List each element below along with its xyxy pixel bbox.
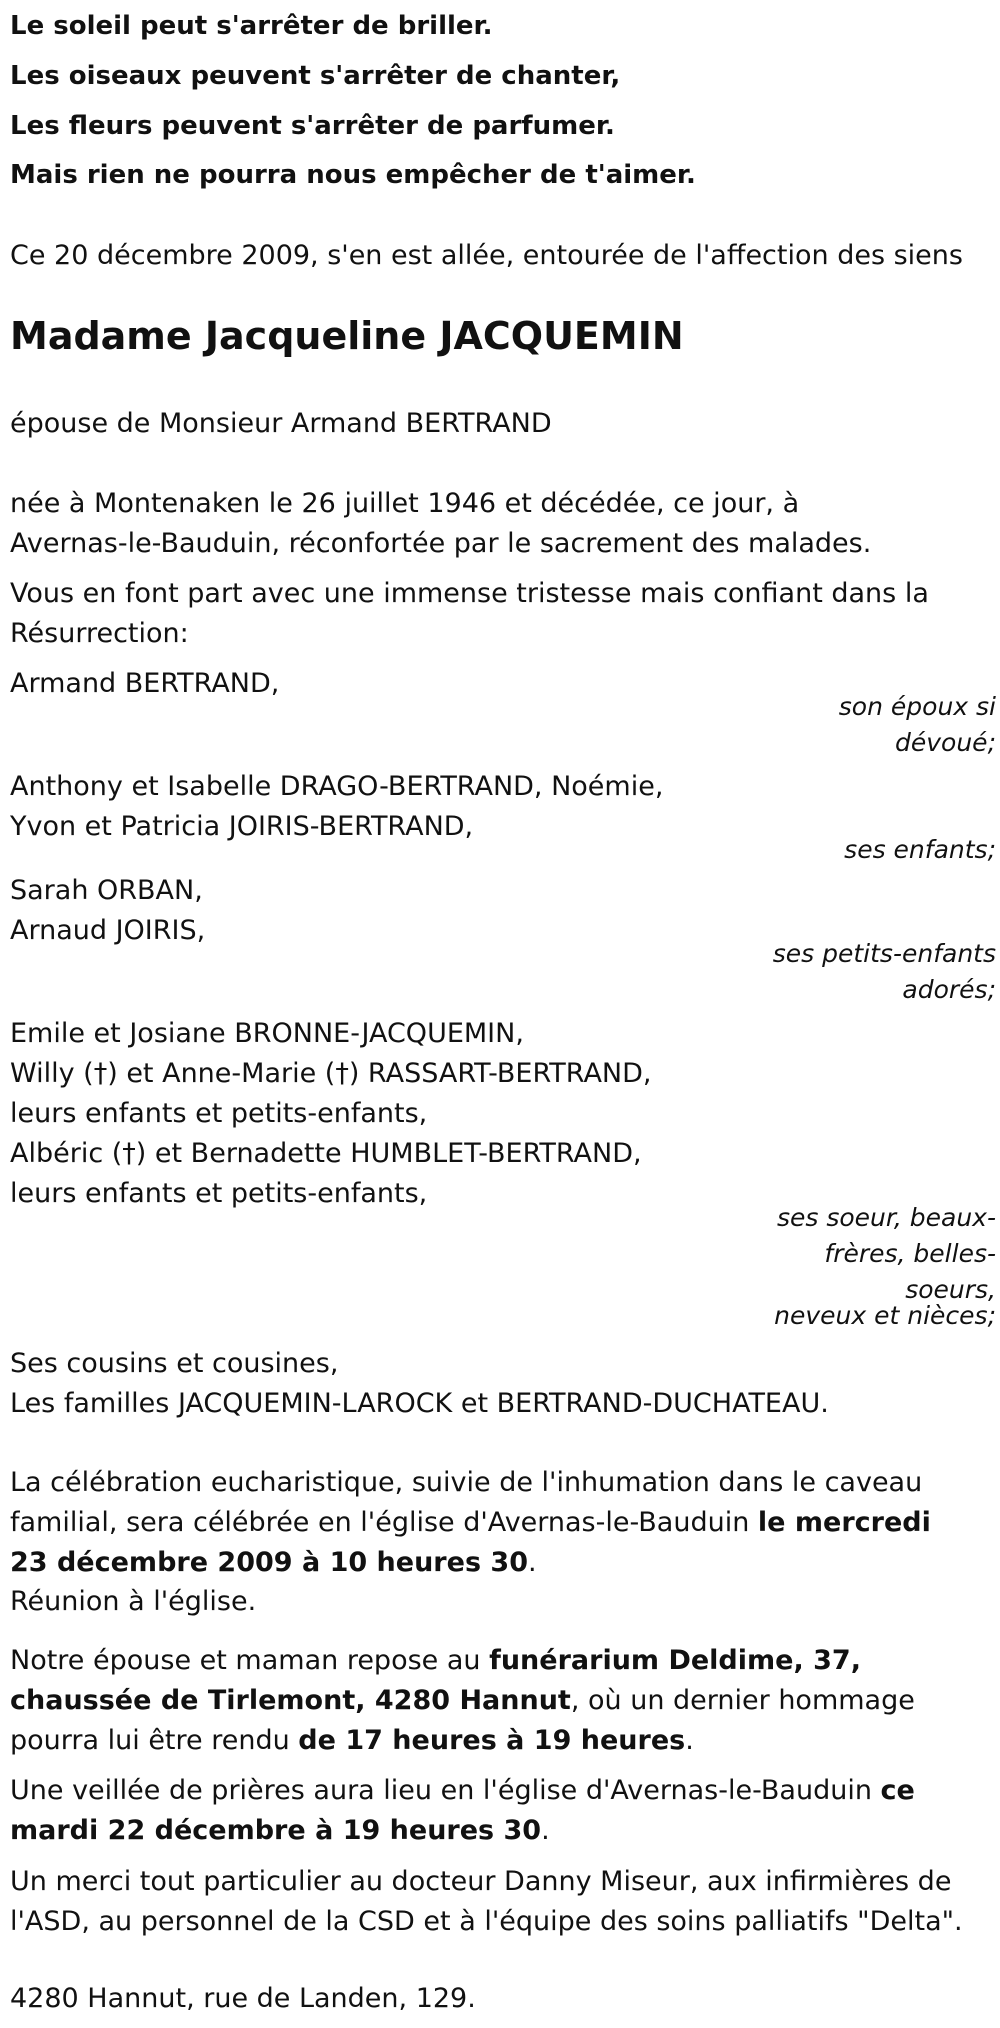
family-name: Anthony et Isabelle DRAGO-BERTRAND, Noémie, <box>10 771 664 802</box>
repose-text: Notre épouse et maman repose au <box>10 1645 490 1676</box>
family-relation: ses soeur, beaux-frères, belles-soeurs, <box>776 1203 996 1304</box>
vigil-date: ce mardi 22 décembre à 19 heures 30 <box>10 1775 915 1846</box>
deceased-name: Madame Jacqueline JACQUEMIN <box>10 314 684 358</box>
repose-hours: de 17 heures à 19 heures <box>298 1725 686 1756</box>
ceremony-end: . <box>527 1547 537 1578</box>
address-line: 4280 Hannut, rue de Landen, 129. <box>10 1983 476 2014</box>
family-relation: ses enfants; <box>844 835 996 864</box>
family-name: Arnaud JOIRIS, <box>10 915 206 946</box>
family-name: Ses cousins et cousines, <box>10 1348 339 1379</box>
ceremony-date: le mercredi 23 décembre 2009 à 10 heures 30 <box>10 1507 931 1578</box>
family-name: Les familles JACQUEMIN-LAROCK et BERTRAND-DUCHATEAU. <box>10 1388 829 1419</box>
repose-paragraph <box>10 1641 970 1761</box>
vigil-end: . <box>541 1815 550 1846</box>
family-name: Emile et Josiane BRONNE-JACQUEMIN, <box>10 1018 524 1049</box>
poem-line-4: Mais rien ne pourra nous empêcher de t'aimer. <box>10 160 696 190</box>
reunion-line: Réunion à l'église. <box>10 1586 257 1617</box>
poem-line-2: Les oiseaux peuvent s'arrêter de chanter, <box>10 61 621 91</box>
repose-text: , où un dernier hommage pourra lui être rendu <box>10 1685 915 1756</box>
vigil-paragraph <box>10 1771 990 1851</box>
family-name: leurs enfants et petits-enfants, <box>10 1098 428 1129</box>
thanks-paragraph: Un merci tout particulier au docteur Danny Miseur, aux infirmières de l'ASD, au personnel de la CSD et à l'équipe des soins palliatifs "Delta". <box>10 1866 963 1937</box>
family-name: Albéric (†) et Bernadette HUMBLET-BERTRAND, <box>10 1138 642 1169</box>
intro-text: Ce 20 décembre 2009, s'en est allée, entourée de l'affection des siens <box>10 240 963 271</box>
repose-end: . <box>685 1725 694 1756</box>
announce-line: Vous en font part avec une immense tristesse mais confiant dans la Résurrection: <box>10 578 929 649</box>
poem-line-1: Le soleil peut s'arrêter de briller. <box>10 11 493 41</box>
vigil-text: Une veillée de prières aura lieu en l'église d'Avernas-le-Bauduin <box>10 1775 881 1806</box>
family-name: Willy (†) et Anne-Marie (†) RASSART-BERTRAND, <box>10 1058 652 1089</box>
spouse-line: épouse de Monsieur Armand BERTRAND <box>10 408 552 439</box>
ceremony-text: La célébration eucharistique, suivie de l'inhumation dans le caveau familial, sera célébrée en l'église d'Avernas-le-Bauduin <box>10 1467 923 1538</box>
birth-line: née à Montenaken le 26 juillet 1946 et décédée, ce jour, à Avernas-le-Bauduin, réconfortée par le sacrement des malades. <box>10 488 872 559</box>
family-relation: son époux si dévoué; <box>838 692 996 757</box>
family-name: leurs enfants et petits-enfants, <box>10 1178 428 1209</box>
family-relation: neveux et nièces; <box>774 1301 996 1330</box>
repose-place: funérarium Deldime, 37, chaussée de Tirlemont, 4280 Hannut <box>10 1645 861 1716</box>
family-relation: ses petits-enfants adorés; <box>772 939 996 1004</box>
family-name: Armand BERTRAND, <box>10 668 280 699</box>
ceremony-paragraph <box>10 1463 950 1583</box>
family-name: Yvon et Patricia JOIRIS-BERTRAND, <box>10 811 474 842</box>
poem-line-3: Les fleurs peuvent s'arrêter de parfumer. <box>10 111 615 141</box>
family-name: Sarah ORBAN, <box>10 875 203 906</box>
